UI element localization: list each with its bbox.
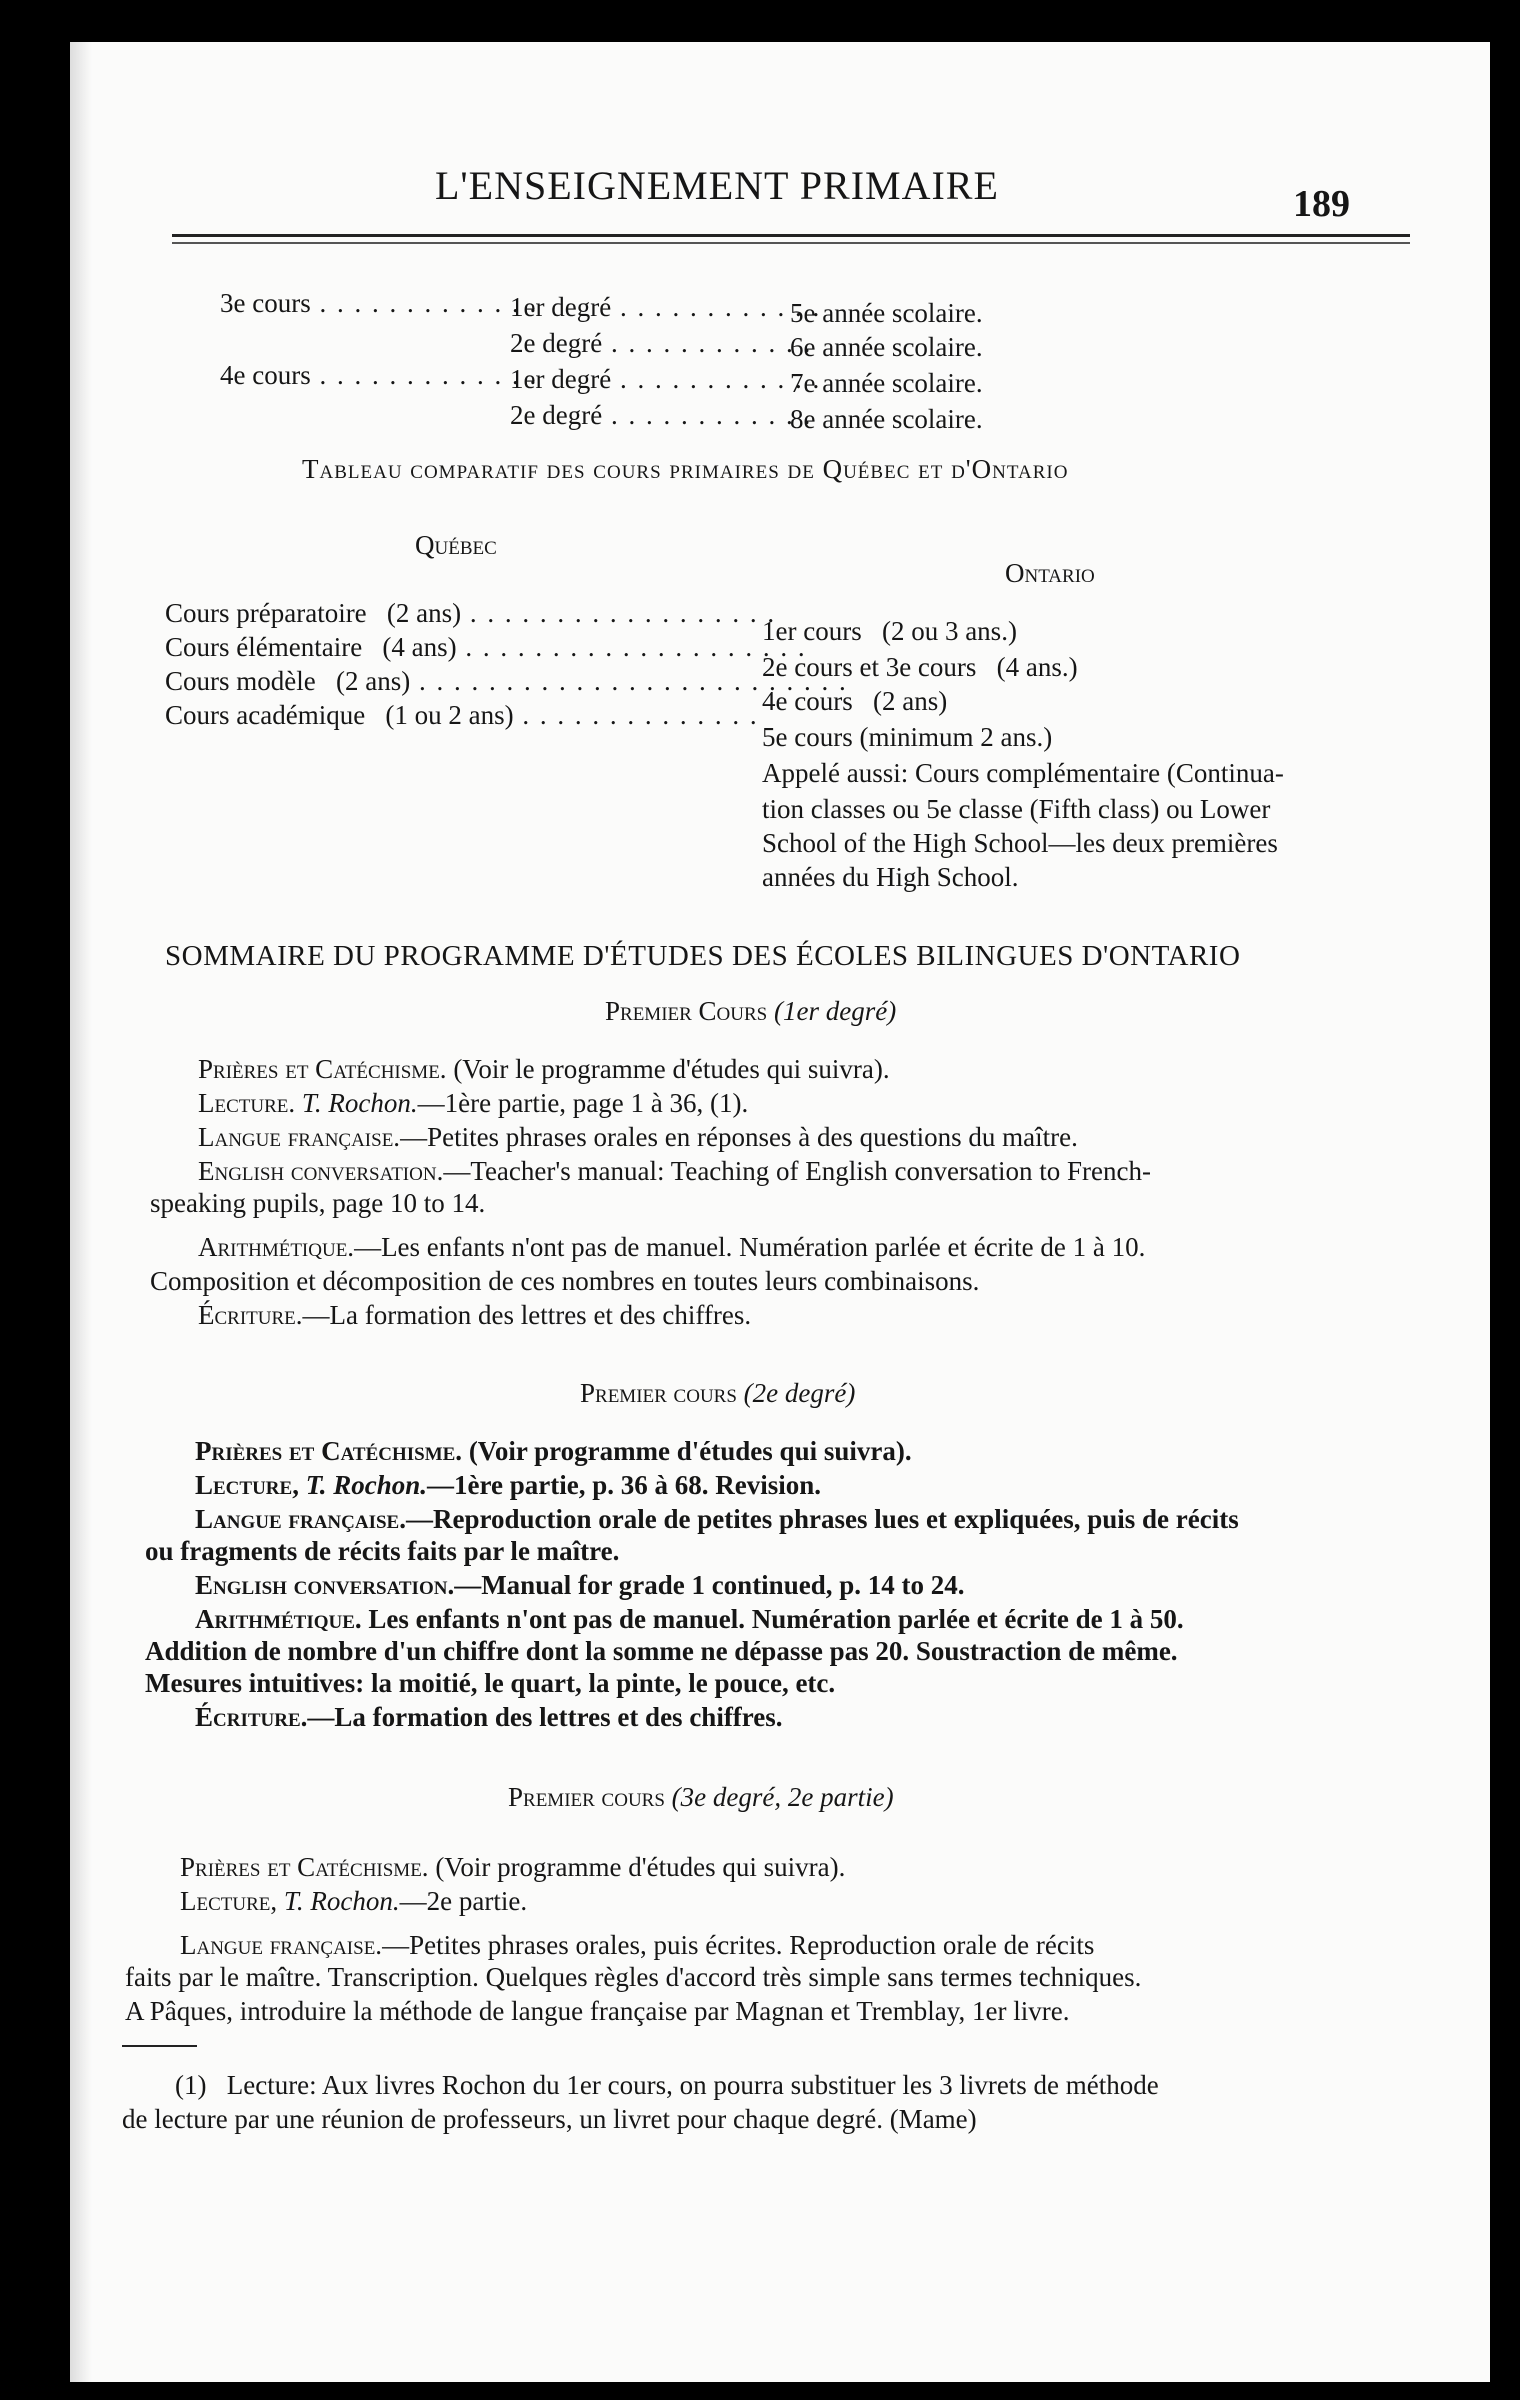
- header-rule: [172, 234, 1410, 237]
- s1-langue: Langue française.—Petites phrases orales en réponses à des questions du maître.: [198, 1122, 1078, 1152]
- comparatif-ontario-3: 4e cours (2 ans): [762, 686, 948, 716]
- running-title: L'ENSEIGNEMENT PRIMAIRE: [435, 163, 999, 208]
- comparatif-quebec-3: Cours modèle (2 ans) . . . . . . . . . . . . . . . . . . . . . . . . .: [165, 666, 848, 696]
- degree-annee-4: 8e année scolaire.: [790, 404, 983, 434]
- page-spine-shadow: [70, 42, 92, 2382]
- footnote-line-1: (1) Lecture: Aux livres Rochon du 1er cours, on pourra substituer les 3 livrets de méthode: [175, 2070, 1159, 2100]
- degree-degre-3: 1er degré . . . . . . . . . . . .: [510, 364, 822, 394]
- s2-arithmetique: Arithmétique. Les enfants n'ont pas de manuel. Numération parlée et écrite de 1 à 50.: [195, 1604, 1184, 1634]
- col-ontario: Ontario: [1005, 558, 1095, 588]
- page-number: 189: [1293, 183, 1350, 225]
- comparatif-ontario-2: 2e cours et 3e cours (4 ans.): [762, 652, 1078, 682]
- s3-langue-cont-1: faits par le maître. Transcription. Quelques règles d'accord très simple sans termes techniques.: [125, 1962, 1142, 1992]
- s2-arith-cont-2: Mesures intuitives: la moitié, le quart, la pinte, le pouce, etc.: [145, 1668, 836, 1698]
- degree-cours-3: 4e cours . . . . . . . . . . . . .: [220, 360, 539, 390]
- s1-english-cont: speaking pupils, page 10 to 14.: [150, 1188, 486, 1218]
- s3-langue: Langue française.—Petites phrases orales, puis écrites. Reproduction orale de récits: [180, 1930, 1095, 1960]
- degree-annee-2: 6e année scolaire.: [790, 332, 983, 362]
- s1-english: English conversation.—Teacher's manual: Teaching of English conversation to French-: [198, 1156, 1151, 1186]
- col-quebec: Québec: [415, 530, 497, 560]
- header-rule-thin: [172, 242, 1410, 244]
- comparatif-ontario-1: 1er cours (2 ou 3 ans.): [762, 616, 1017, 646]
- s1-lecture: Lecture. T. Rochon.—1ère partie, page 1 à 36, (1).: [198, 1088, 749, 1118]
- page: [70, 42, 1490, 2382]
- comparatif-ontario-4: 5e cours (minimum 2 ans.): [762, 722, 1053, 752]
- s2-lecture: Lecture, T. Rochon.—1ère partie, p. 36 à 68. Revision.: [195, 1470, 821, 1500]
- footnote-rule: [122, 2045, 197, 2047]
- section2-heading: Premier cours (2e degré): [580, 1378, 856, 1408]
- degree-cours-1: 3e cours . . . . . . . . . . . . .: [220, 288, 539, 318]
- s3-prieres: Prières et Catéchisme. (Voir programme d'études qui suivra).: [180, 1852, 846, 1882]
- comparatif-quebec-1: Cours préparatoire (2 ans) . . . . . . . . . . . . . . . . . .: [165, 598, 777, 628]
- s2-langue-cont: ou fragments de récits faits par le maître.: [145, 1536, 620, 1566]
- ontario-note-line-3: School of the High School—les deux premières: [762, 828, 1278, 858]
- s3-langue-cont-2: A Pâques, introduire la méthode de langue française par Magnan et Tremblay, 1er livre.: [125, 1996, 1070, 2026]
- s2-ecriture: Écriture.—La formation des lettres et des chiffres.: [195, 1702, 783, 1732]
- s2-langue: Langue française.—Reproduction orale de petites phrases lues et expliquées, puis de récits: [195, 1504, 1239, 1534]
- s1-arithmetique: Arithmétique.—Les enfants n'ont pas de manuel. Numération parlée et écrite de 1 à 10.: [198, 1232, 1146, 1262]
- degree-annee-3: 7e année scolaire.: [790, 368, 983, 398]
- comparatif-title: Tableau comparatif des cours primaires de Québec et d'Ontario: [302, 454, 1069, 484]
- ontario-note-line-2: tion classes ou 5e classe (Fifth class) ou Lower: [762, 794, 1271, 824]
- degree-degre-2: 2e degré . . . . . . . . . . . .: [510, 328, 813, 358]
- s1-arith-cont: Composition et décomposition de ces nombres en toutes leurs combinaisons.: [150, 1266, 980, 1296]
- degree-degre-4: 2e degré . . . . . . . . . . . .: [510, 400, 813, 430]
- s2-english: English conversation.—Manual for grade 1 continued, p. 14 to 24.: [195, 1570, 965, 1600]
- comparatif-quebec-4: Cours académique (1 ou 2 ans) . . . . . . . . . . . . . .: [165, 700, 759, 730]
- s1-ecriture: Écriture.—La formation des lettres et des chiffres.: [198, 1300, 752, 1330]
- degree-degre-1: 1er degré . . . . . . . . . . . .: [510, 292, 822, 322]
- s3-lecture: Lecture, T. Rochon.—2e partie.: [180, 1886, 528, 1916]
- s1-prieres: Prières et Catéchisme. (Voir le programme d'études qui suivra).: [198, 1054, 890, 1084]
- s2-prieres: Prières et Catéchisme. (Voir programme d'études qui suivra).: [195, 1436, 912, 1466]
- section3-heading: Premier cours (3e degré, 2e partie): [508, 1782, 894, 1812]
- sommaire-title: SOMMAIRE DU PROGRAMME D'ÉTUDES DES ÉCOLES BILINGUES D'ONTARIO: [165, 940, 1241, 972]
- degree-annee-1: 5e année scolaire.: [790, 298, 983, 328]
- section1-heading: Premier Cours (1er degré): [605, 996, 897, 1026]
- ontario-note-line-1: Appelé aussi: Cours complémentaire (Continua-: [762, 758, 1284, 788]
- ontario-note-line-4: années du High School.: [762, 862, 1019, 892]
- comparatif-quebec-2: Cours élémentaire (4 ans) . . . . . . . . . . . . . . . . . . . .: [165, 632, 807, 662]
- footnote-line-2: de lecture par une réunion de professeurs, un livret pour chaque degré. (Mame): [122, 2104, 977, 2134]
- s2-arith-cont-1: Addition de nombre d'un chiffre dont la somme ne dépasse pas 20. Soustraction de même.: [145, 1636, 1178, 1666]
